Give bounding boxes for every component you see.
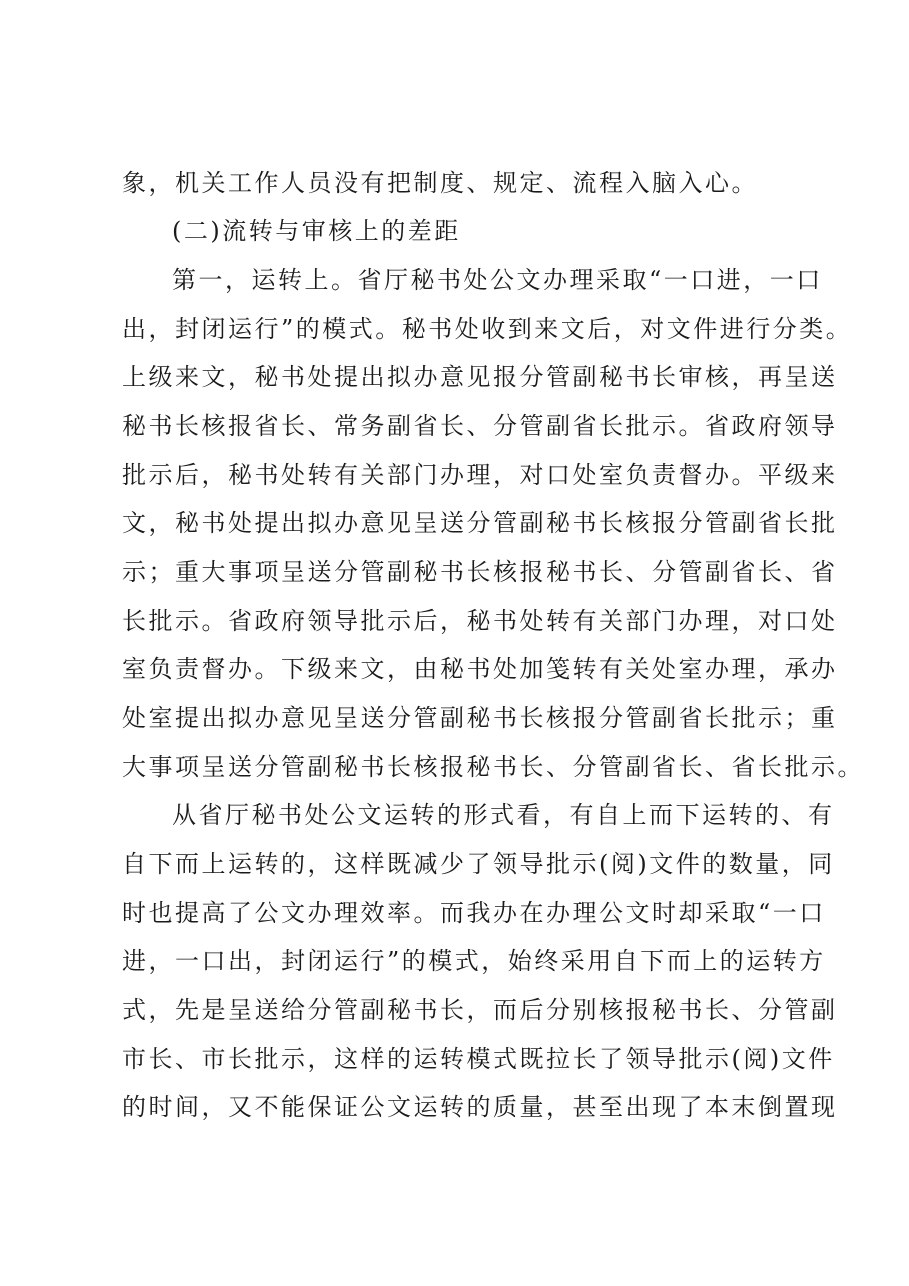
text-line: 上级来文，秘书处提出拟办意见报分管副秘书长审核，再呈送: [122, 363, 838, 391]
text-line: 文，秘书处提出拟办意见呈送分管副秘书长核报分管副省长批: [122, 509, 838, 537]
text-line: 第一，运转上。省厅秘书处公文办理采取“一口进，一口: [172, 266, 823, 294]
text-line: 示；重大事项呈送分管副秘书长核报秘书长、分管副省长、省: [122, 558, 838, 586]
text-line: 大事项呈送分管副秘书长核报秘书长、分管副省长、省长批示。: [122, 753, 864, 781]
text-line: 室负责督办。下级来文，由秘书处加笺转有关处室办理，承办: [122, 655, 838, 683]
text-line: 处室提出拟办意见呈送分管副秘书长核报分管副省长批示；重: [122, 704, 838, 732]
text-line: 的时间，又不能保证公文运转的质量，甚至出现了本末倒置现: [122, 1093, 838, 1121]
text-line: 象，机关工作人员没有把制度、规定、流程入脑入心。: [122, 169, 758, 197]
text-line: 进，一口出，封闭运行”的模式，始终采用自下而上的运转方: [122, 947, 826, 975]
section-heading: (二)流转与审核上的差距: [172, 217, 461, 245]
text-line: 出，封闭运行”的模式。秘书处收到来文后，对文件进行分类。: [122, 315, 853, 343]
text-line: 长批示。省政府领导批示后，秘书处转有关部门办理，对口处: [122, 607, 838, 635]
text-line: 式，先是呈送给分管副秘书长，而后分别核报秘书长、分管副: [122, 996, 838, 1024]
text-line: 时也提高了公文办理效率。而我办在办理公文时却采取“一口: [122, 899, 826, 927]
text-line: 批示后，秘书处转有关部门办理，对口处室负责督办。平级来: [122, 461, 838, 489]
text-line: 自下而上运转的，这样既减少了领导批示(阅)文件的数量，同: [122, 850, 835, 878]
text-line: 从省厅秘书处公文运转的形式看，有自上而下运转的、有: [172, 801, 835, 829]
text-line: 秘书长核报省长、常务副省长、分管副省长批示。省政府领导: [122, 412, 838, 440]
text-line: 市长、市长批示，这样的运转模式既拉长了领导批示(阅)文件: [122, 1045, 835, 1073]
